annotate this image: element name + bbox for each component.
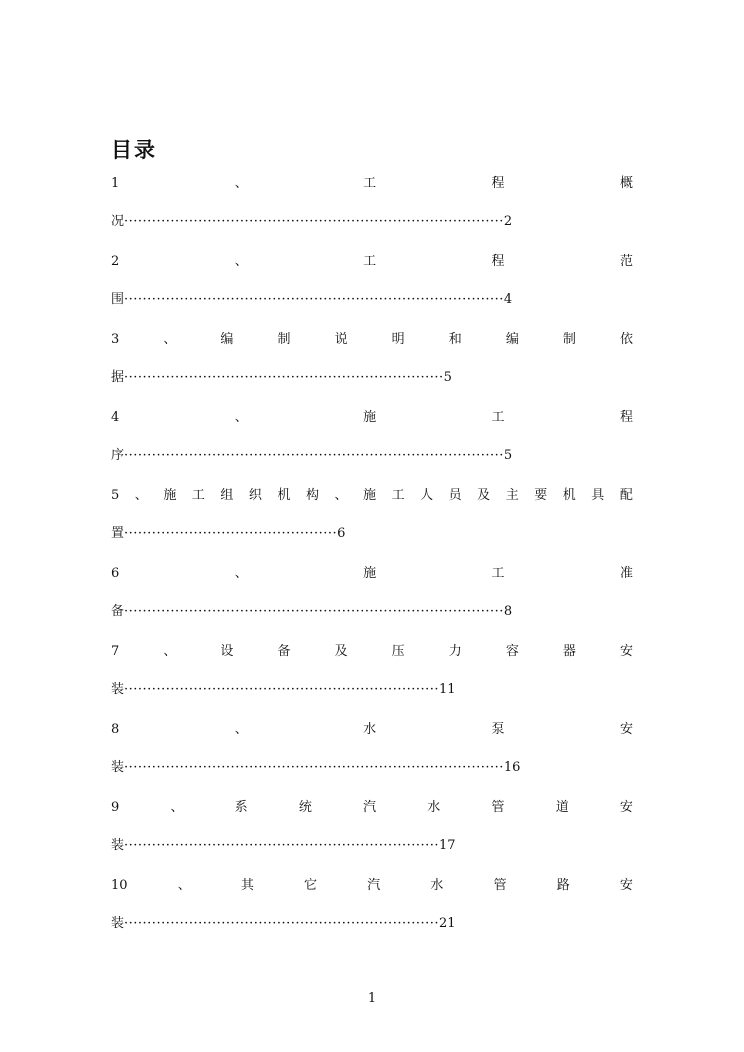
toc-heading-char: 、 [134, 488, 148, 503]
toc-entry[interactable] [111, 876, 633, 931]
toc-heading-char: 泵 [491, 722, 505, 737]
toc-heading-tail: 序 [111, 448, 125, 463]
toc-heading-char: 机 [562, 488, 576, 503]
toc-heading-char: 6 [111, 566, 120, 581]
toc-page-ref: 6 [337, 526, 346, 541]
toc-heading-char: 器 [562, 644, 576, 659]
toc-entry-leader-line [111, 680, 456, 700]
toc-heading-char: 7 [111, 644, 120, 659]
toc-heading-tail: 装 [111, 916, 125, 931]
toc-heading-char: 5 [111, 488, 120, 503]
toc-entry-heading [111, 408, 633, 428]
toc-heading-char: 组 [220, 488, 234, 503]
toc-heading-char: 9 [111, 800, 120, 815]
toc-heading-char: 机 [277, 488, 291, 503]
toc-entry-heading [111, 486, 633, 506]
toc-entry-leader-line [111, 446, 512, 466]
toc-entry-leader-line [111, 602, 512, 622]
dot-leader: ·················································································· [124, 214, 504, 229]
toc-heading-char: 、 [334, 488, 348, 503]
toc-entry-leader-line [111, 758, 520, 778]
toc-heading-char: 管 [493, 878, 507, 893]
toc-heading-char: 配 [619, 488, 633, 503]
toc-page-ref: 8 [503, 604, 513, 619]
toc-page-ref: 21 [439, 916, 456, 931]
toc-heading-char: 施 [163, 488, 177, 503]
toc-heading-char: 编 [220, 332, 234, 347]
toc-heading-char: 程 [491, 254, 505, 269]
toc-heading-char: 3 [111, 332, 120, 347]
toc-heading-char: 编 [505, 332, 519, 347]
toc-heading-tail: 备 [111, 604, 125, 619]
toc-page-ref: 5 [503, 448, 513, 463]
toc-heading-char: 施 [363, 566, 377, 581]
toc-heading-char: 制 [562, 332, 576, 347]
toc-entry[interactable] [111, 408, 633, 463]
toc-heading-char: 工 [191, 488, 205, 503]
toc-heading-tail: 置 [111, 526, 125, 541]
toc-entry-heading [111, 798, 633, 818]
toc-page-ref: 2 [503, 214, 513, 229]
toc-entry-heading [111, 564, 633, 584]
toc-heading-char: 汽 [363, 800, 377, 815]
toc-heading-char: 水 [363, 722, 377, 737]
toc-heading-tail: 装 [111, 760, 125, 775]
toc-heading-char: 它 [304, 878, 318, 893]
toc-heading-char: 4 [111, 410, 120, 425]
toc-heading-char: 2 [111, 254, 120, 269]
toc-page-ref: 4 [503, 292, 513, 307]
toc-page-ref: 17 [439, 838, 456, 853]
toc-page-ref: 5 [443, 370, 452, 385]
toc-heading-char: 路 [556, 878, 570, 893]
toc-entry[interactable] [111, 642, 633, 697]
dot-leader: ·················································································· [124, 448, 504, 463]
toc-heading-char: 管 [491, 800, 505, 815]
toc-heading-char: 安 [619, 644, 633, 659]
toc-heading-char: 、 [234, 410, 248, 425]
toc-heading-char: 范 [619, 254, 633, 269]
toc-heading-char: 主 [505, 488, 519, 503]
toc-heading-char: 汽 [367, 878, 381, 893]
toc-heading-char: 工 [491, 566, 505, 581]
toc-heading-char: 系 [234, 800, 248, 815]
toc-heading-char: 要 [534, 488, 548, 503]
toc-heading-char: 10 [111, 878, 128, 893]
toc-heading-char: 具 [591, 488, 605, 503]
toc-heading-char: 水 [427, 800, 441, 815]
toc-entry[interactable] [111, 174, 633, 229]
dot-leader: ·················································································· [124, 760, 504, 775]
toc-entry-heading [111, 330, 633, 350]
toc-heading-char: 及 [477, 488, 491, 503]
toc-heading-tail: 装 [111, 838, 125, 853]
toc-page-ref: 16 [503, 760, 521, 775]
toc-heading-char: 工 [363, 254, 377, 269]
toc-entry-leader-line [111, 524, 345, 544]
toc-entry-heading [111, 252, 633, 272]
dot-leader: ·············································· [124, 526, 338, 541]
dot-leader: ·················································································· [124, 292, 504, 307]
toc-entry-leader-line [111, 368, 452, 388]
toc-heading-char: 8 [111, 722, 120, 737]
toc-heading-char: 、 [234, 176, 248, 191]
toc-heading-char: 程 [491, 176, 505, 191]
toc-heading-char: 、 [234, 566, 248, 581]
toc-heading-char: 和 [448, 332, 462, 347]
toc-entry[interactable] [111, 720, 633, 775]
toc-page-ref: 11 [439, 682, 456, 697]
toc-entry-heading [111, 642, 633, 662]
dot-leader: ·················································································· [124, 604, 504, 619]
toc-heading-char: 安 [619, 722, 633, 737]
toc-entry[interactable] [111, 486, 633, 541]
toc-heading-char: 说 [334, 332, 348, 347]
toc-heading-char: 工 [491, 410, 505, 425]
toc-heading-char: 其 [240, 878, 254, 893]
dot-leader: ···································································· [124, 838, 440, 853]
toc-heading-char: 准 [619, 566, 633, 581]
toc-heading-char: 及 [334, 644, 348, 659]
toc-entry[interactable] [111, 252, 633, 307]
toc-heading-char: 工 [391, 488, 405, 503]
toc-heading-char: 人 [420, 488, 434, 503]
toc-heading-char: 、 [234, 254, 248, 269]
toc-heading-char: 、 [163, 332, 177, 347]
toc-heading-char: 、 [177, 878, 191, 893]
toc-heading-char: 1 [111, 176, 120, 191]
toc-entry-heading [111, 174, 633, 194]
toc-entry-heading [111, 876, 633, 896]
toc-heading-char: 明 [391, 332, 405, 347]
toc-title: 目录 [111, 138, 157, 162]
page-number: 1 [367, 991, 377, 1006]
toc-heading-char: 统 [298, 800, 312, 815]
toc-heading-char: 、 [170, 800, 184, 815]
toc-entry[interactable] [111, 564, 633, 619]
toc-heading-char: 备 [277, 644, 291, 659]
toc-entry-leader-line [111, 836, 456, 856]
toc-heading-char: 施 [363, 488, 377, 503]
dot-leader: ···································································· [124, 682, 440, 697]
toc-entry-leader-line [111, 290, 512, 310]
toc-heading-tail: 围 [111, 292, 125, 307]
toc-heading-char: 设 [220, 644, 234, 659]
toc-heading-char: 容 [505, 644, 519, 659]
toc-heading-char: 工 [363, 176, 377, 191]
toc-heading-char: 员 [448, 488, 462, 503]
toc-entry[interactable] [111, 330, 633, 385]
toc-heading-char: 依 [619, 332, 633, 347]
toc-heading-char: 织 [248, 488, 262, 503]
toc-heading-tail: 况 [111, 214, 125, 229]
toc-heading-char: 施 [363, 410, 377, 425]
toc-entry-leader-line [111, 914, 456, 934]
toc-entry[interactable] [111, 798, 633, 853]
toc-heading-char: 构 [305, 488, 319, 503]
toc-heading-char: 安 [619, 878, 633, 893]
toc-heading-char: 压 [391, 644, 405, 659]
toc-heading-char: 、 [234, 722, 248, 737]
toc-heading-char: 制 [277, 332, 291, 347]
toc-entry-leader-line [111, 212, 512, 232]
dot-leader: ····································································· [124, 370, 444, 385]
toc-heading-char: 力 [448, 644, 462, 659]
toc-heading-tail: 装 [111, 682, 125, 697]
toc-heading-char: 程 [619, 410, 633, 425]
toc-entry-heading [111, 720, 633, 740]
toc-heading-char: 水 [430, 878, 444, 893]
dot-leader: ···································································· [124, 916, 440, 931]
toc-heading-char: 安 [619, 800, 633, 815]
toc-heading-char: 道 [555, 800, 569, 815]
toc-heading-char: 、 [163, 644, 177, 659]
toc-heading-tail: 据 [111, 370, 125, 385]
toc-heading-char: 概 [619, 176, 633, 191]
